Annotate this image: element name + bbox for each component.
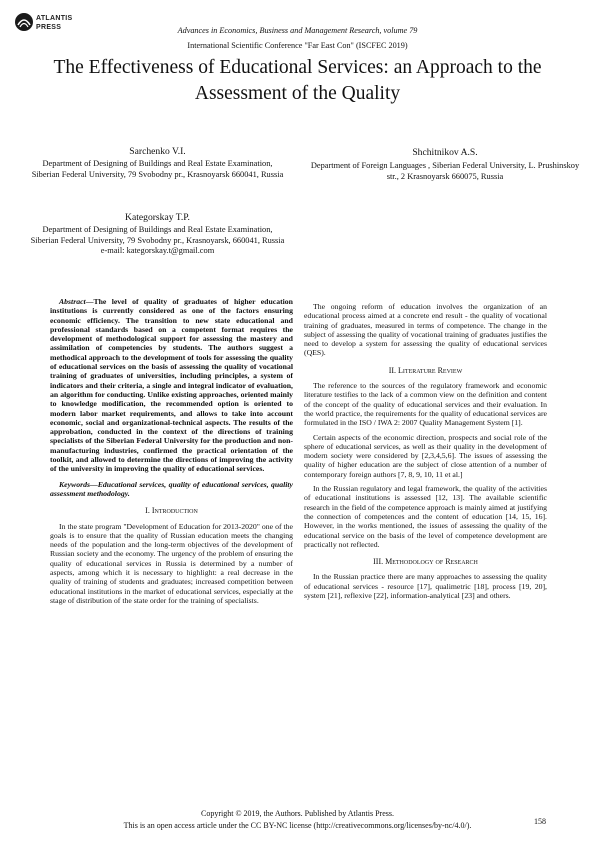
journal-header: Advances in Economics, Business and Management Research, volume 79: [177, 26, 418, 35]
author-affiliation: Department of Foreign Languages , Siberian Federal University, L. Prushinskoy str., 2 Krasnoyarsk 660075, Russia: [310, 161, 580, 181]
introduction-paragraph: In the state program "Development of Education for 2013-2020" one of the goals is to ensure that the quality of Russian education meets the changing needs of the population and the long-term objectives of the development of Russian society and the economy. The urgency of the problem of ensuring the quality of educational services in Russia is determined by a number of aspects, among which it is necessary to highlight: a real decrease in the quality of training of students and graduates; increased competition between educational institutions in the market of educational services, especially at the stage of distribution of the state order for the training of specialists.: [50, 521, 293, 605]
author-affiliation: Department of Designing of Buildings and Real Estate Examination, Siberian Federal University, 79 Svobodny pr., Krasnoyarsk 660041, Russia: [31, 159, 284, 179]
abstract-text: —The level of quality of graduates of higher education institutions is currently considered as one of the factors ensuring economic efficiency. The transition to new state educational and professional standards based on a competent format requires the development of methodological support for assessing the mastery and assimilation of competencies by students. The authors suggest a methodical approach to the development of tools for assessing the quality of educational services on the basis of assessing the quality of vocational training of graduates of universities, including principles, a system of indicators and their criteria, a single and integral indicator of evaluation, an algorithm for conducting. Unlike existing approaches, oriented mainly to knowledge modification, the recommended option is oriented to modern labor market requirements, and allows to take into account economic, social and organizational-technical aspects. The results of the approbation, conducted in the context of the directions of training specialists of the Siberian Federal University for the production and non-manufacturing industries, confirmed the practical orientation of the toolkit, and allowed to determine the directions of improving the activity of the university in improving the quality of educational services.: [50, 297, 293, 474]
author-name: Sarchenko V.I.: [129, 146, 186, 157]
logo-wordmark: ATLANTIS PRESS: [36, 15, 73, 31]
methodology-paragraph: In the Russian practice there are many approaches to assessing the quality of educational services - resource [17], qualimetric [18], process [19, 20], system [21], reflexive [22], information-analytical [23] and others.: [304, 572, 547, 601]
author-name: Shchitnikov A.S.: [412, 147, 478, 158]
right-column: [304, 302, 547, 600]
left-column: [50, 297, 293, 605]
literature-paragraph-2: Certain aspects of the economic direction, prospects and social role of the sphere of educational services, as well as their quality in the development of modern society were considered by [2,3,4,5,6]. The issues of assessing the quality of higher education are the subject of close attention of a number of contemporary foreign authors [7, 8, 9, 10, 11 et al.]: [304, 432, 547, 479]
keywords: Keywords—Educational services, quality of educational services, quality assessment methodology.: [50, 479, 293, 498]
author-block-2: [30, 212, 285, 257]
author-block-1: [30, 146, 285, 180]
section-heading-introduction: I. Introduction: [145, 506, 198, 516]
literature-paragraph-1: The reference to the sources of the regulatory framework and economic literature testifies to the lack of a common view on the definition and content of the concept of the quality of educational services and their evaluation. In the world practice, the requirements for the quality of educational services are formulated in the ISO / IWA 2: 2007 Quality Management System [1].: [304, 381, 547, 428]
abstract: [50, 297, 293, 474]
conference-header: International Scientific Conference "Far East Con" (ISCFEC 2019): [187, 41, 408, 50]
author-email[interactable]: e-mail: kategorskay.t@gmail.com: [100, 246, 215, 256]
page-number: 158: [534, 817, 546, 826]
atlantis-press-logo-icon: [14, 12, 34, 32]
reform-paragraph: The ongoing reform of education involves the organization of an educational process aimed at a concrete end result - the quality of vocational training of graduates, measured in terms of competence. The change in the subject of assessing the quality of vocational training of graduates justifies the need to develop a system for assessing the quality of educational services (QES).: [304, 302, 547, 358]
author-block-3: [305, 147, 585, 182]
paper-title: The Effectiveness of Educational Services: an Approach to the Assessment of the Quality: [53, 57, 542, 104]
author-affiliation: Department of Designing of Buildings and Real Estate Examination, Siberian Federal University, 79 Svobodny pr., Krasnoyarsk, 660041, Russia: [30, 225, 285, 245]
literature-paragraph-3: In the Russian regulatory and legal framework, the quality of the activities of educational institutions is assessed [12, 13]. The available scientific research in the field of the competence approach is mainly aimed at justifying the connection of competences and the content of education [14, 15, 16]. However, in the works mentioned, the issues of assessing the quality of the educational service on the basis of the level of competence development are practically not reflected.: [304, 484, 547, 549]
footer-license[interactable]: This is an open access article under the CC BY-NC license (http://creativecommons.org/licenses/by-nc/4.0/).: [123, 821, 472, 830]
section-heading-methodology: III. Methodology of Research: [373, 557, 478, 567]
author-name: Kategorskay T.P.: [125, 212, 190, 223]
abstract-label: Abstract: [59, 297, 86, 306]
section-heading-literature-review: II. Literature Review: [388, 365, 463, 375]
footer-copyright: Copyright © 2019, the Authors. Published by Atlantis Press.: [201, 809, 394, 818]
